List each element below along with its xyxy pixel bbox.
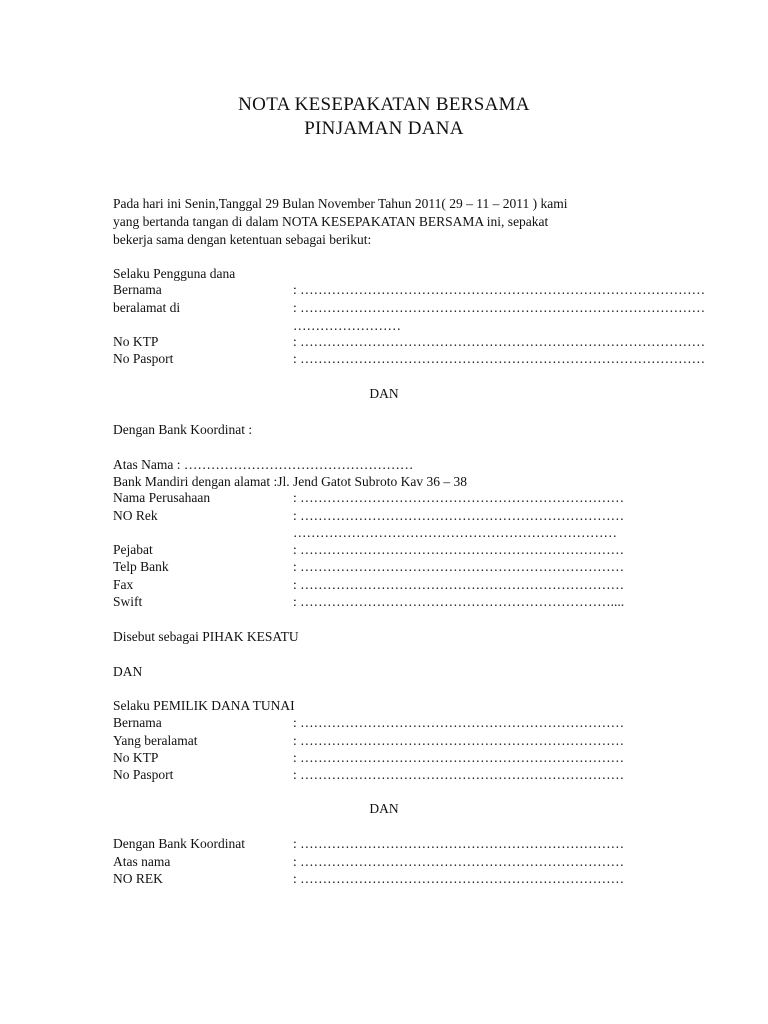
- field-value-continued: ……………………: [293, 318, 401, 333]
- intro-line-2: yang bertanda tangan di dalam NOTA KESEPAKATAN BERSAMA ini, sepakat: [113, 214, 549, 229]
- field-value: : ………………………………………………………………: [293, 750, 625, 765]
- field-value: : ………………………………………………………………………………: [293, 334, 706, 349]
- field-label: Nama Perusahaan: [113, 490, 211, 505]
- document-title-line-2: PINJAMAN DANA: [304, 118, 464, 139]
- dan-separator: DAN: [369, 386, 399, 401]
- field-value: : ………………………………………………………………: [293, 490, 625, 505]
- dan-separator: DAN: [113, 664, 143, 679]
- field-value: : ………………………………………………………………: [293, 577, 625, 592]
- field-label: Telp Bank: [113, 559, 169, 574]
- intro-line-1: Pada hari ini Senin,Tanggal 29 Bulan November Tahun 2011( 29 – 11 – 2011 ) kami: [113, 196, 568, 211]
- field-label: beralamat di: [113, 300, 181, 315]
- field-label: Bernama: [113, 282, 162, 297]
- field-value-continued: ………………………………………………………………: [293, 525, 617, 540]
- dan-separator: DAN: [369, 801, 399, 816]
- bank-koordinat-heading: Dengan Bank Koordinat :: [113, 422, 253, 437]
- field-value: : ………………………………………………………………: [293, 733, 625, 748]
- field-label: Fax: [113, 577, 134, 592]
- document-title-line-1: NOTA KESEPAKATAN BERSAMA: [238, 94, 530, 115]
- field-label: No Pasport: [113, 351, 174, 366]
- field-label: Atas nama: [113, 854, 171, 869]
- field-value: : ………………………………………………………………: [293, 871, 625, 886]
- field-value: : ………………………………………………………………: [293, 854, 625, 869]
- field-label: No Pasport: [113, 767, 174, 782]
- field-value: : ………………………………………………………………………………: [293, 351, 706, 366]
- atas-nama-line: Atas Nama : ……………………………………………: [113, 457, 414, 472]
- field-label: Pejabat: [113, 542, 153, 557]
- field-label: NO Rek: [113, 508, 158, 523]
- section-pemilik-heading: Selaku PEMILIK DANA TUNAI: [113, 698, 295, 713]
- pihak-kesatu-line: Disebut sebagai PIHAK KESATU: [113, 629, 299, 644]
- field-label: No KTP: [113, 334, 159, 349]
- field-label: Dengan Bank Koordinat: [113, 836, 245, 851]
- bank-address-line: Bank Mandiri dengan alamat :Jl. Jend Gatot Subroto Kav 36 – 38: [113, 474, 467, 489]
- field-value: : ………………………………………………………………………………: [293, 282, 706, 297]
- field-label: NO REK: [113, 871, 163, 886]
- field-label: Swift: [113, 594, 143, 609]
- field-value: : ………………………………………………………………: [293, 715, 625, 730]
- field-value: : ……………………………………………………………....: [293, 594, 625, 609]
- intro-line-3: bekerja sama dengan ketentuan sebagai berikut:: [113, 232, 372, 247]
- field-value: : ………………………………………………………………: [293, 559, 625, 574]
- section-pengguna-heading: Selaku Pengguna dana: [113, 266, 236, 281]
- field-label: No KTP: [113, 750, 159, 765]
- field-value: : ………………………………………………………………: [293, 508, 625, 523]
- field-label: Bernama: [113, 715, 162, 730]
- field-label: Yang beralamat: [113, 733, 198, 748]
- field-value: : ………………………………………………………………: [293, 767, 625, 782]
- field-value: : ………………………………………………………………: [293, 836, 625, 851]
- field-value: : ………………………………………………………………………………: [293, 300, 706, 315]
- field-value: : ………………………………………………………………: [293, 542, 625, 557]
